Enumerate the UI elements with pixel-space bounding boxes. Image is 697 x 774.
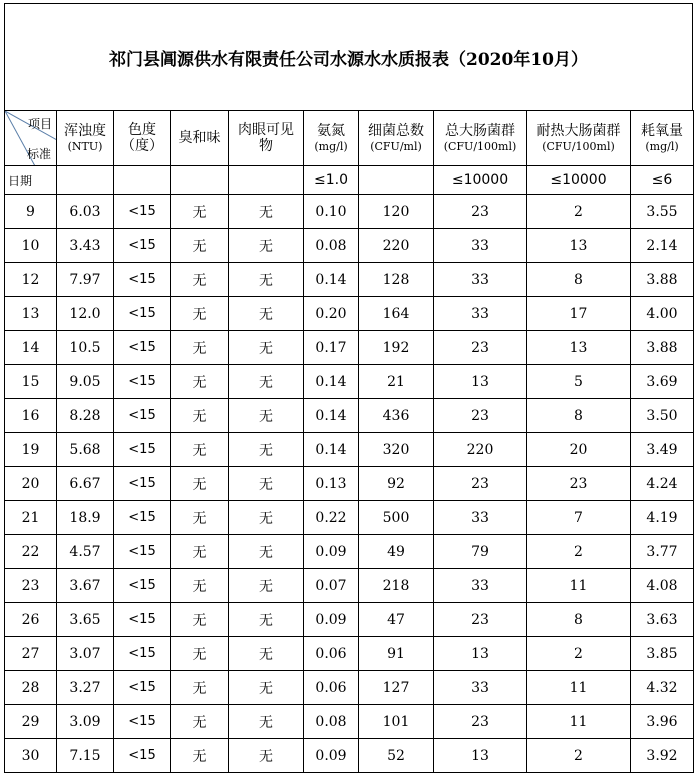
value-cell: 0.06	[304, 637, 359, 671]
table-row	[5, 705, 694, 739]
value-cell: 52	[359, 739, 434, 773]
value-cell: 218	[359, 569, 434, 603]
header-cell: 耐热大肠菌群 (CFU/100ml)	[527, 111, 631, 166]
date-cell: 21	[5, 501, 57, 535]
value-cell: 4.08	[631, 569, 694, 603]
value-cell: 2	[527, 739, 631, 773]
header-cell: 总大肠菌群 (CFU/100ml)	[434, 111, 527, 166]
value-cell: 无	[171, 501, 229, 535]
value-cell: 无	[171, 195, 229, 229]
date-cell: 19	[5, 433, 57, 467]
date-cell: 16	[5, 399, 57, 433]
standard-cell: ≤1.0	[304, 166, 359, 195]
value-cell: 3.85	[631, 637, 694, 671]
value-cell: 13	[527, 229, 631, 263]
value-cell: 无	[171, 671, 229, 705]
table-row	[5, 365, 694, 399]
value-cell: 无	[229, 603, 304, 637]
value-cell: 0.10	[304, 195, 359, 229]
table-row	[5, 399, 694, 433]
value-cell: <15	[114, 433, 171, 467]
value-cell: 5.68	[57, 433, 114, 467]
value-cell: 164	[359, 297, 434, 331]
header-corner-cell	[5, 111, 57, 166]
standard-cell	[171, 166, 229, 195]
header-cell: 色度 （度）	[114, 111, 171, 166]
value-cell: 无	[171, 433, 229, 467]
value-cell: <15	[114, 297, 171, 331]
value-cell: 无	[171, 637, 229, 671]
value-cell: 3.09	[57, 705, 114, 739]
value-cell: <15	[114, 535, 171, 569]
value-cell: 3.43	[57, 229, 114, 263]
value-cell: 91	[359, 637, 434, 671]
value-cell: <15	[114, 637, 171, 671]
value-cell: 无	[229, 399, 304, 433]
value-cell: 无	[229, 331, 304, 365]
value-cell: 127	[359, 671, 434, 705]
value-cell: 无	[171, 535, 229, 569]
header-cell: 细菌总数 (CFU/ml)	[359, 111, 434, 166]
value-cell: 无	[229, 637, 304, 671]
value-cell: 92	[359, 467, 434, 501]
standard-cell	[114, 166, 171, 195]
table-row	[5, 603, 694, 637]
value-cell: 6.03	[57, 195, 114, 229]
value-cell: 0.14	[304, 433, 359, 467]
value-cell: <15	[114, 739, 171, 773]
standard-cell: ≤10000	[527, 166, 631, 195]
value-cell: <15	[114, 569, 171, 603]
value-cell: 无	[229, 263, 304, 297]
table-row	[5, 229, 694, 263]
date-cell: 14	[5, 331, 57, 365]
value-cell: 3.69	[631, 365, 694, 399]
value-cell: 12.0	[57, 297, 114, 331]
value-cell: 0.14	[304, 399, 359, 433]
value-cell: 0.07	[304, 569, 359, 603]
value-cell: 13	[434, 365, 527, 399]
value-cell: 120	[359, 195, 434, 229]
value-cell: 23	[527, 467, 631, 501]
date-cell: 13	[5, 297, 57, 331]
value-cell: 47	[359, 603, 434, 637]
value-cell: 436	[359, 399, 434, 433]
value-cell: 无	[229, 433, 304, 467]
value-cell: 0.22	[304, 501, 359, 535]
value-cell: <15	[114, 467, 171, 501]
value-cell: 10.5	[57, 331, 114, 365]
value-cell: 7.97	[57, 263, 114, 297]
value-cell: 无	[171, 739, 229, 773]
value-cell: 0.09	[304, 603, 359, 637]
value-cell: 3.77	[631, 535, 694, 569]
table-row	[5, 535, 694, 569]
value-cell: <15	[114, 705, 171, 739]
value-cell: 无	[229, 501, 304, 535]
value-cell: 192	[359, 331, 434, 365]
value-cell: 4.24	[631, 467, 694, 501]
value-cell: 33	[434, 263, 527, 297]
value-cell: 0.13	[304, 467, 359, 501]
value-cell: 0.09	[304, 739, 359, 773]
value-cell: 23	[434, 467, 527, 501]
value-cell: 3.50	[631, 399, 694, 433]
value-cell: 3.07	[57, 637, 114, 671]
standard-cell	[359, 166, 434, 195]
value-cell: 无	[171, 603, 229, 637]
value-cell: 49	[359, 535, 434, 569]
value-cell: 3.65	[57, 603, 114, 637]
value-cell: 无	[171, 399, 229, 433]
value-cell: 无	[229, 535, 304, 569]
table-row	[5, 569, 694, 603]
header-cell: 浑浊度 (NTU)	[57, 111, 114, 166]
value-cell: 4.57	[57, 535, 114, 569]
value-cell: <15	[114, 399, 171, 433]
value-cell: 无	[229, 365, 304, 399]
date-label-cell: 日期	[5, 166, 57, 195]
value-cell: 无	[229, 739, 304, 773]
header-cell: 肉眼可见 物	[229, 111, 304, 166]
value-cell: 无	[229, 229, 304, 263]
value-cell: 33	[434, 229, 527, 263]
date-cell: 9	[5, 195, 57, 229]
value-cell: 0.17	[304, 331, 359, 365]
value-cell: 无	[229, 705, 304, 739]
value-cell: 23	[434, 195, 527, 229]
value-cell: 3.27	[57, 671, 114, 705]
value-cell: 23	[434, 705, 527, 739]
value-cell: 0.20	[304, 297, 359, 331]
corner-item-label: 项目	[28, 117, 53, 131]
value-cell: <15	[114, 331, 171, 365]
value-cell: <15	[114, 229, 171, 263]
value-cell: 11	[527, 671, 631, 705]
standard-cell: ≤10000	[434, 166, 527, 195]
value-cell: 33	[434, 671, 527, 705]
corner-standard-label: 标准	[27, 147, 52, 161]
table-row	[5, 433, 694, 467]
date-cell: 29	[5, 705, 57, 739]
standard-cell: ≤6	[631, 166, 694, 195]
date-cell: 15	[5, 365, 57, 399]
value-cell: 3.49	[631, 433, 694, 467]
value-cell: 11	[527, 705, 631, 739]
value-cell: 33	[434, 297, 527, 331]
value-cell: 23	[434, 603, 527, 637]
value-cell: 3.92	[631, 739, 694, 773]
report-title: 祁门县阊源供水有限责任公司水源水水质报表（2020年10月）	[4, 3, 693, 110]
value-cell: 0.14	[304, 263, 359, 297]
table-row	[5, 671, 694, 705]
header-cell: 氨氮 (mg/l)	[304, 111, 359, 166]
value-cell: 0.08	[304, 705, 359, 739]
value-cell: 无	[229, 569, 304, 603]
date-cell: 20	[5, 467, 57, 501]
value-cell: 无	[229, 297, 304, 331]
value-cell: 4.32	[631, 671, 694, 705]
value-cell: 23	[434, 399, 527, 433]
date-cell: 23	[5, 569, 57, 603]
table-row	[5, 739, 694, 773]
value-cell: 3.55	[631, 195, 694, 229]
value-cell: 0.06	[304, 671, 359, 705]
value-cell: 500	[359, 501, 434, 535]
date-cell: 26	[5, 603, 57, 637]
value-cell: 0.08	[304, 229, 359, 263]
value-cell: 8	[527, 263, 631, 297]
value-cell: 无	[171, 229, 229, 263]
header-row	[5, 111, 694, 166]
value-cell: 6.67	[57, 467, 114, 501]
value-cell: 2	[527, 535, 631, 569]
value-cell: 5	[527, 365, 631, 399]
date-cell: 30	[5, 739, 57, 773]
value-cell: 320	[359, 433, 434, 467]
value-cell: 13	[434, 637, 527, 671]
value-cell: <15	[114, 603, 171, 637]
value-cell: 79	[434, 535, 527, 569]
value-cell: 无	[171, 569, 229, 603]
value-cell: 20	[527, 433, 631, 467]
value-cell: 无	[171, 297, 229, 331]
value-cell: 2	[527, 637, 631, 671]
value-cell: 8	[527, 603, 631, 637]
table-body	[5, 195, 694, 773]
value-cell: 128	[359, 263, 434, 297]
date-cell: 12	[5, 263, 57, 297]
value-cell: <15	[114, 671, 171, 705]
value-cell: 9.05	[57, 365, 114, 399]
value-cell: 0.09	[304, 535, 359, 569]
value-cell: 3.88	[631, 263, 694, 297]
standard-cell	[57, 166, 114, 195]
table-row	[5, 501, 694, 535]
value-cell: 0.14	[304, 365, 359, 399]
value-cell: 220	[359, 229, 434, 263]
date-cell: 27	[5, 637, 57, 671]
value-cell: <15	[114, 365, 171, 399]
value-cell: 13	[527, 331, 631, 365]
value-cell: 17	[527, 297, 631, 331]
value-cell: 3.67	[57, 569, 114, 603]
value-cell: 220	[434, 433, 527, 467]
header-cell: 耗氧量 (mg/l)	[631, 111, 694, 166]
water-quality-table	[4, 110, 694, 773]
table-row	[5, 263, 694, 297]
value-cell: 3.96	[631, 705, 694, 739]
value-cell: 无	[171, 467, 229, 501]
value-cell: 8.28	[57, 399, 114, 433]
standard-row	[5, 166, 694, 195]
value-cell: 7	[527, 501, 631, 535]
value-cell: 3.88	[631, 331, 694, 365]
table-row	[5, 195, 694, 229]
table-row	[5, 297, 694, 331]
value-cell: 23	[434, 331, 527, 365]
value-cell: 4.00	[631, 297, 694, 331]
value-cell: 101	[359, 705, 434, 739]
value-cell: 8	[527, 399, 631, 433]
table-row	[5, 331, 694, 365]
value-cell: 无	[171, 705, 229, 739]
value-cell: 18.9	[57, 501, 114, 535]
value-cell: 无	[229, 467, 304, 501]
standard-cell	[229, 166, 304, 195]
value-cell: 4.19	[631, 501, 694, 535]
value-cell: <15	[114, 263, 171, 297]
value-cell: 7.15	[57, 739, 114, 773]
table-row	[5, 637, 694, 671]
value-cell: 33	[434, 569, 527, 603]
date-cell: 28	[5, 671, 57, 705]
value-cell: <15	[114, 501, 171, 535]
value-cell: 2.14	[631, 229, 694, 263]
date-cell: 22	[5, 535, 57, 569]
value-cell: 11	[527, 569, 631, 603]
header-cell: 臭和味	[171, 111, 229, 166]
table-row	[5, 467, 694, 501]
value-cell: 无	[229, 195, 304, 229]
value-cell: 无	[171, 365, 229, 399]
value-cell: 13	[434, 739, 527, 773]
date-cell: 10	[5, 229, 57, 263]
value-cell: 2	[527, 195, 631, 229]
value-cell: <15	[114, 195, 171, 229]
value-cell: 无	[229, 671, 304, 705]
value-cell: 3.63	[631, 603, 694, 637]
value-cell: 无	[171, 263, 229, 297]
value-cell: 无	[171, 331, 229, 365]
value-cell: 33	[434, 501, 527, 535]
value-cell: 21	[359, 365, 434, 399]
